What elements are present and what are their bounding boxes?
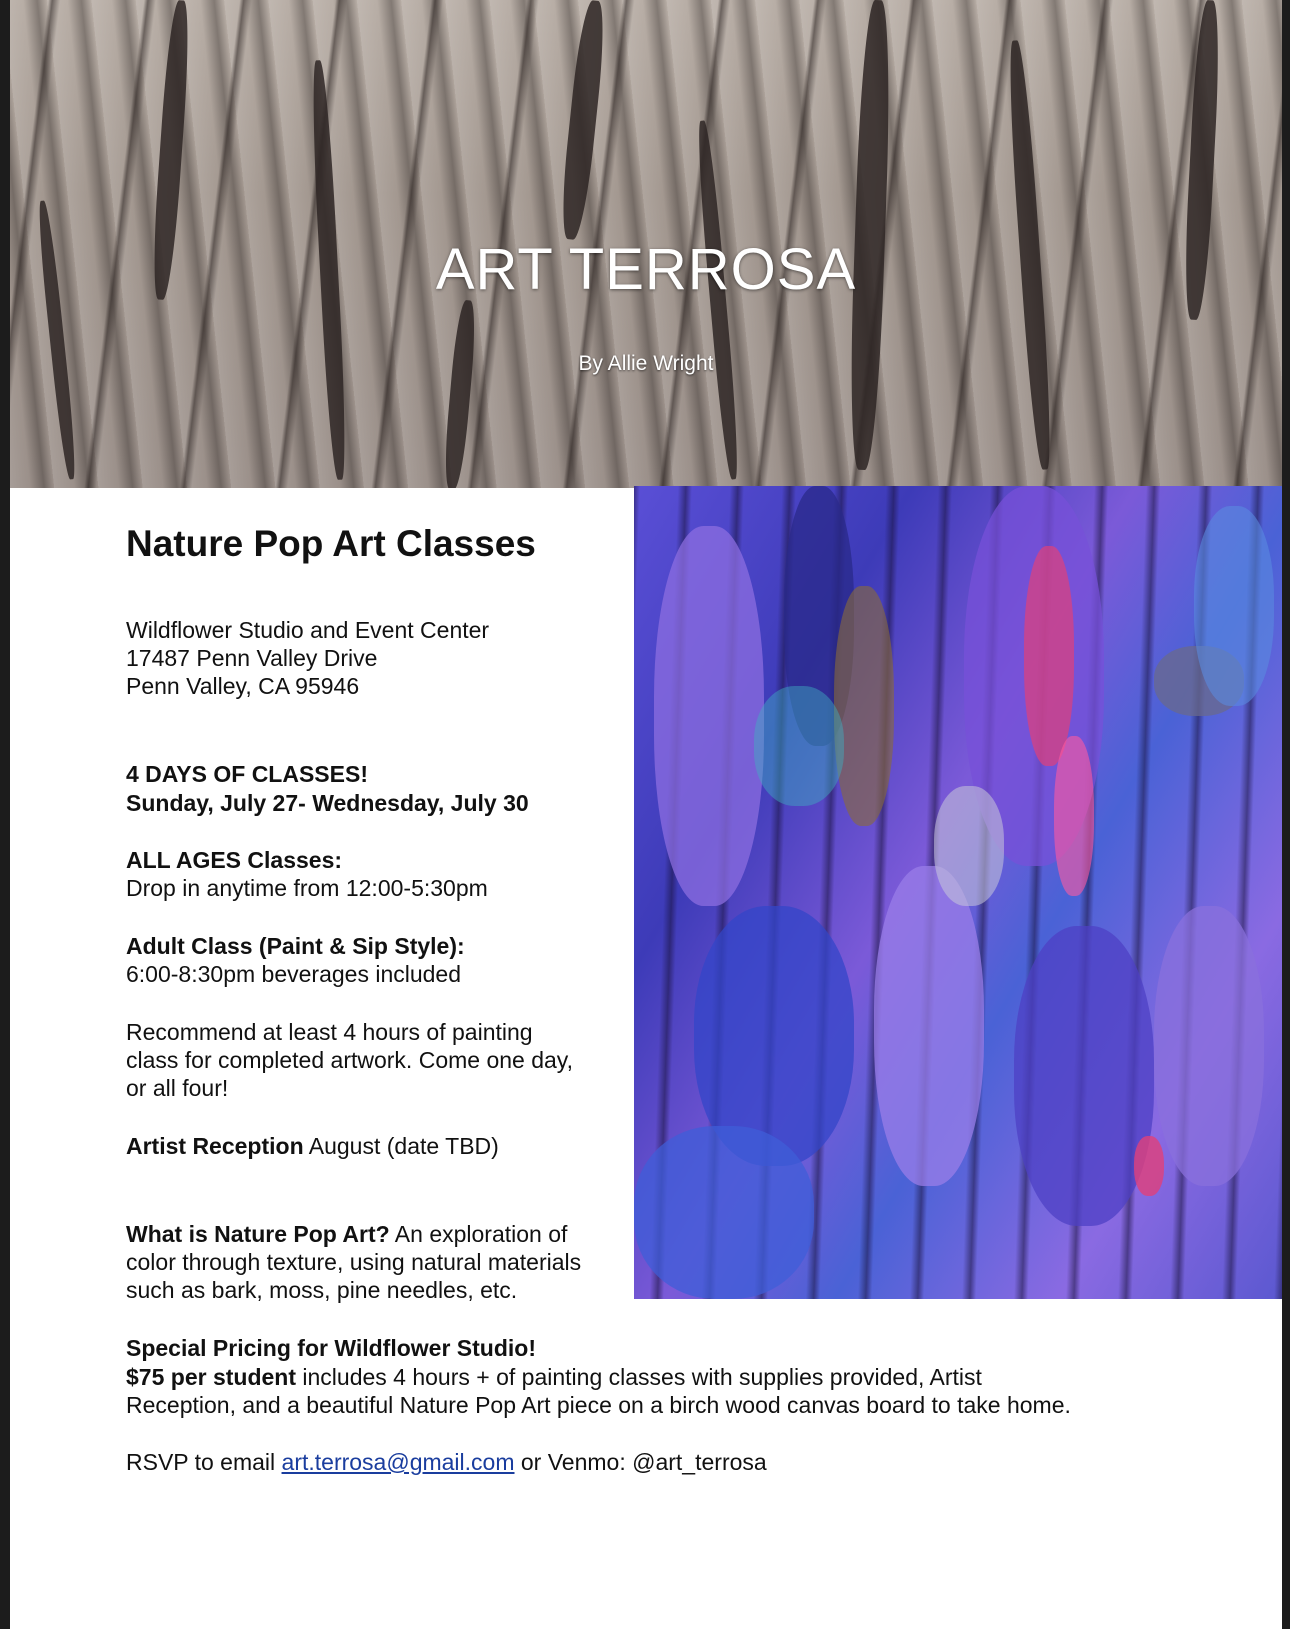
pricing-price: $75 per student [126, 1364, 296, 1390]
recommend-line-2: class for completed artwork. Come one day, [126, 1047, 573, 1073]
what-is-label: What is Nature Pop Art? [126, 1221, 390, 1247]
header-banner-bark-photo [10, 0, 1282, 488]
all-ages-detail: Drop in anytime from 12:00-5:30pm [126, 875, 488, 901]
pricing-line-2: Reception, and a beautiful Nature Pop Art piece on a birch wood canvas board to take home. [126, 1392, 1071, 1418]
venue-name: Wildflower Studio and Event Center [126, 617, 490, 643]
recommend-line-1: Recommend at least 4 hours of painting [126, 1019, 533, 1045]
adult-class-label: Adult Class (Paint & Sip Style): [126, 933, 465, 959]
artist-reception-detail: August (date TBD) [303, 1133, 499, 1159]
artist-reception [126, 1132, 499, 1161]
pricing-line-1-rest: includes 4 hours + of painting classes with supplies provided, Artist [296, 1364, 982, 1390]
venue-city: Penn Valley, CA 95946 [126, 673, 360, 699]
days-headline: 4 DAYS OF CLASSES! [126, 761, 368, 787]
rsvp-suffix: or Venmo: @art_terrosa [514, 1449, 767, 1475]
all-ages-label: ALL AGES Classes: [126, 847, 343, 873]
what-is-line-1-rest: An exploration of [389, 1221, 568, 1247]
rsvp-prefix: RSVP to email [126, 1449, 282, 1475]
days-dates: Sunday, July 27- Wednesday, July 30 [126, 790, 529, 816]
brand-subtitle: By Allie Wright [578, 352, 714, 375]
rsvp-email-link[interactable]: art.terrosa@gmail.com [281, 1449, 515, 1475]
rsvp-line [126, 1448, 767, 1477]
artist-reception-label: Artist Reception [126, 1133, 304, 1159]
recommend-line-3: or all four! [126, 1075, 229, 1101]
adult-class-detail: 6:00-8:30pm beverages included [126, 961, 462, 987]
page-title: Nature Pop Art Classes [126, 523, 536, 564]
nature-pop-art-image [634, 486, 1282, 1299]
pricing-headline: Special Pricing for Wildflower Studio! [126, 1335, 536, 1361]
what-is-line-3: such as bark, moss, pine needles, etc. [126, 1277, 518, 1303]
flyer-page [10, 0, 1282, 1629]
brand-title: ART TERROSA [435, 237, 857, 302]
venue-street: 17487 Penn Valley Drive [126, 645, 378, 671]
what-is-line-1 [126, 1220, 567, 1249]
what-is-line-2: color through texture, using natural materials [126, 1249, 582, 1275]
pricing-line-1 [126, 1363, 982, 1392]
